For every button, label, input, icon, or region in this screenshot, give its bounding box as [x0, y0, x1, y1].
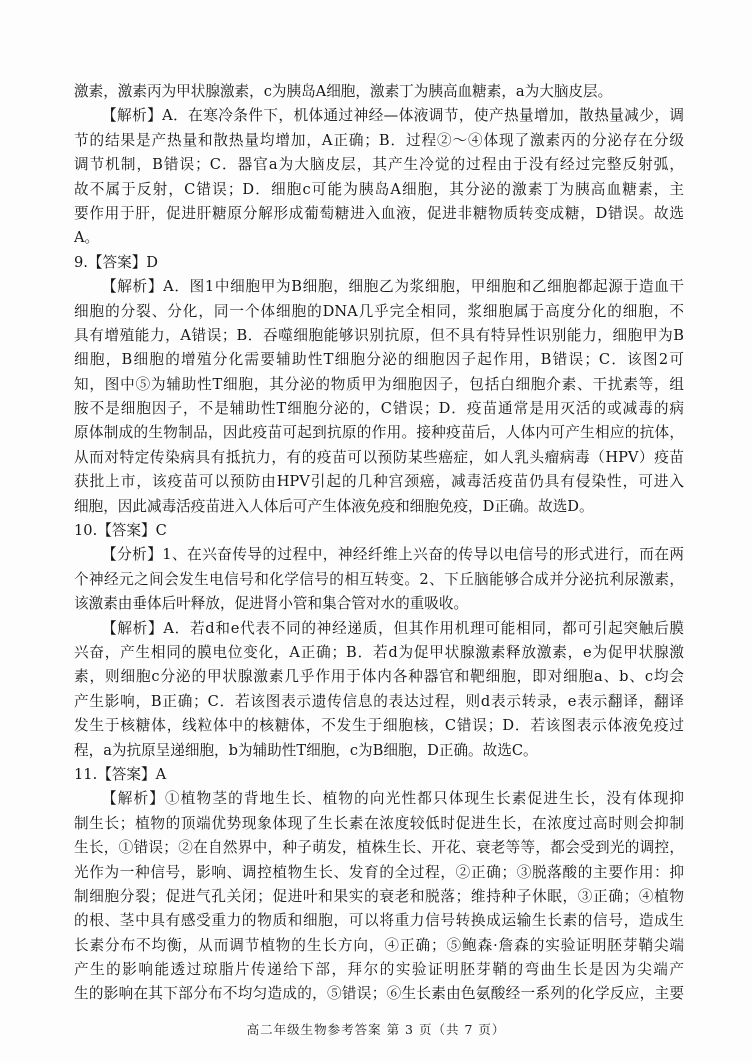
- text-line: 原体制成的生物制品，因此疫苗可起到抗原的作用。接种疫苗后，人体内可产生相应的抗体，: [74, 424, 684, 442]
- text-line: 9.【答案】D: [74, 253, 158, 271]
- text-line: 产生的影响能透过琼脂片传递给下部，拜尔的实验证明胚芽鞘的弯曲生长是因为尖端产: [74, 961, 684, 979]
- text-line: 要作用于肝，促进肝糖原分解形成葡萄糖进入血液，促进非糖物质转变成糖，D错误。故选: [74, 204, 684, 222]
- text-line: 【解析】A．若d和e代表不同的神经递质，但其作用机理可能相同，都可引起突触后膜: [102, 619, 684, 637]
- text-line: 制细胞分裂；促进气孔关闭；促进叶和果实的衰老和脱落；维持种子休眠，③正确；④植物: [74, 887, 684, 905]
- text-line: 生的影响在其下部分布不均匀造成的，⑤错误；⑥生长素由色氨酸经一系列的化学反应，主要: [74, 985, 684, 1003]
- text-line: 故不属于反射，C错误；D．细胞c可能为胰岛A细胞，其分泌的激素丁为胰高血糖素，主: [74, 180, 684, 198]
- text-line: 发生于核糖体，线粒体中的核糖体，不发生于细胞核，C错误；D．若该图表示体液免疫过: [74, 717, 684, 735]
- text-line: 具有增殖能力，A错误；B．吞噬细胞能够识别抗原，但不具有特异性识别能力，细胞甲为B: [74, 326, 684, 344]
- text-line: 激素，激素丙为甲状腺激素，c为胰岛A细胞，激素丁为胰高血糖素，a为大脑皮层。: [74, 83, 613, 100]
- text-line: 胺不是细胞因子，不是辅助性T细胞分泌的，C错误；D．疫苗通常是用灭活的或减毒的病: [74, 400, 684, 418]
- text-line: 该激素由垂体后叶释放，促进肾小管和集合管对水的重吸收。: [74, 595, 469, 613]
- text-line: 制生长；植物的顶端优势现象体现了生长素在浓度较低时促进生长，在浓度过高时则会抑制: [74, 814, 684, 832]
- answer-text-body: [74, 80, 684, 1007]
- page-footer: 高二年级生物参考答案 第 3 页（共 7 页）: [246, 1022, 506, 1037]
- text-line: 细胞，B细胞的增殖分化需要辅助性T细胞分泌的细胞因子起作用，B错误；C．该图2可: [74, 351, 684, 369]
- text-line: 调节机制，B错误；C．器官a为大脑皮层，其产生冷觉的过程由于没有经过完整反射弧，: [74, 156, 684, 174]
- text-line: 的根、茎中具有感受重力的物质和细胞，可以将重力信号转换成运输生长素的信号，造成生: [74, 912, 684, 930]
- text-line: 10.【答案】C: [74, 522, 167, 540]
- text-line: 长素分布不均衡，从而调节植物的生长方向，④正确；⑤鲍森·詹森的实验证明胚芽鞘尖端: [74, 936, 684, 954]
- text-line: 11.【答案】A: [74, 765, 167, 783]
- text-line: 产生影响，B正确；C．若该图表示遗传信息的表达过程，则d表示转录，e表示翻译，翻译: [74, 692, 684, 710]
- text-line: 知，图中⑤为辅助性T细胞，其分泌的物质甲为细胞因子，包括白细胞介素、干扰素等，组: [74, 375, 684, 393]
- text-line: 细胞，因此减毒活疫苗进入人体后可产生体液免疫和细胞免疫，D正确。故选D。: [74, 497, 594, 515]
- text-line: 获批上市，该疫苗可以预防由HPV引起的几种宫颈癌，减毒活疫苗仍具有侵染性，可进入: [74, 473, 684, 491]
- text-line: 兴奋，产生相同的膜电位变化，A正确；B．若d为促甲状腺激素释放激素，e为促甲状腺激: [74, 643, 684, 661]
- text-line: A。: [74, 229, 100, 247]
- text-line: 生长，①错误；②在自然界中，种子萌发，植株生长、开花、衰老等等，都会受到光的调控，: [74, 839, 684, 857]
- text-line: 【解析】A．在寒冷条件下，机体通过神经—体液调节，使产热量增加，散热量减少，调: [102, 107, 684, 125]
- text-line: 个神经元之间会发生电信号和化学信号的相互转变。2、下丘脑能够合成并分泌抗利尿激素，: [74, 570, 684, 588]
- text-line: 【解析】A．图1中细胞甲为B细胞，细胞乙为浆细胞，甲细胞和乙细胞都起源于造血干: [102, 278, 684, 296]
- text-line: 节的结果是产热量和散热量均增加，A正确；B．过程②～④体现了激素丙的分泌存在分级: [74, 131, 684, 149]
- text-line: 细胞的分裂、分化，同一个体细胞的DNA几乎完全相同，浆细胞属于高度分化的细胞，不: [74, 302, 684, 320]
- text-line: 素，则细胞c分泌的甲状腺激素几乎作用于体内各种器官和靶细胞，即对细胞a、b、c均会: [74, 668, 684, 686]
- text-line: 【分析】1、在兴奋传导的过程中，神经纤维上兴奋的传导以电信号的形式进行，而在两: [102, 546, 684, 564]
- text-line: 【解析】①植物茎的背地生长、植物的向光性都只体现生长素促进生长，没有体现抑: [102, 790, 684, 808]
- text-line: 光作为一种信号，影响、调控植物生长、发育的全过程，②正确；③脱落酸的主要作用：抑: [74, 863, 684, 881]
- text-line: 从而对特定传染病具有抵抗力，有的疫苗可以预防某些癌症，如人乳头瘤病毒（HPV）疫苗: [74, 448, 684, 466]
- text-line: 程，a为抗原呈递细胞，b为辅助性T细胞，c为B细胞，D正确。故选C。: [74, 741, 538, 759]
